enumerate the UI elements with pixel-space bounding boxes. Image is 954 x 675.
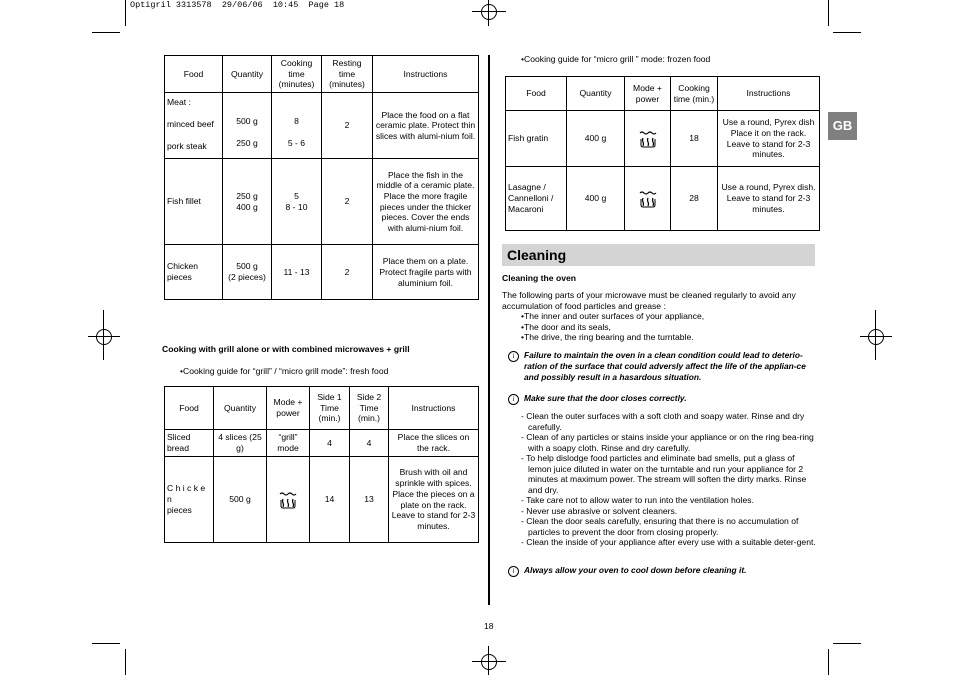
final-note: Always allow your oven to cool down before cleaning it. [524, 565, 747, 575]
crop-mark [828, 0, 829, 26]
cell-chicken-quantity: 500 g (2 pieces) [223, 245, 272, 300]
frozen-cooking-table [505, 76, 820, 231]
cell-fish-quantity: 250 g 400 g [223, 159, 272, 245]
list-item: - To help dislodge food particles and eliminate bad smells, put a glass of lemon juice diluted in water on the turntable and run your appliance for 2 minutes at maximum power. The stream will soften the dirty marks. Rinse and dry. [521, 453, 807, 495]
list-item: •The inner and outer surfaces of your appliance, [521, 311, 705, 321]
grill-guide-caption: •Cooking guide for “grill” / “micro grill mode”: fresh food [180, 366, 389, 376]
cell-meat-instructions: Place the food on a flat ceramic plate. Protect thin slices with alumi-nium foil. [373, 93, 479, 159]
cell-lasagne-instructions: Use a round, Pyrex dish. Leave to stand for 2-3 minutes. [718, 167, 820, 231]
cell-chicken-food: Chicken pieces [165, 245, 223, 300]
cell-meat-resting: 2 [322, 93, 373, 159]
list-item: - Clean the inside of your appliance after every use with a suitable deter-gent. [521, 537, 816, 547]
list-item: •The door and its seals, [521, 321, 611, 332]
cell-fish-resting: 2 [322, 159, 373, 245]
cleaning-intro: The following parts of your microwave must be cleaned regularly to avoid any accumulation of food particles and grease : [502, 290, 796, 311]
crop-mark [833, 32, 861, 33]
cell-bread-mode: “grill” mode [267, 430, 310, 457]
grill-section-heading: Cooking with grill alone or with combined microwaves + grill [162, 344, 410, 354]
cell-bread-quantity: 4 slices (25 g) [214, 430, 267, 457]
cell-chicken-resting: 2 [322, 245, 373, 300]
header-mode-power: Mode + power [625, 77, 671, 111]
list-item: - Never use abrasive or solvent cleaners. [521, 505, 678, 516]
cell-chicken-instructions: Brush with oil and sprinkle with spices. Place the pieces on a plate on the rack. Leave to stand for 2-3 minutes. [389, 457, 479, 543]
language-tab: GB [828, 112, 857, 140]
crop-mark [828, 649, 829, 675]
page-number: 18 [484, 621, 494, 631]
crop-mark [125, 0, 126, 26]
cell-fish-instructions: Place the fish in the middle of a ceramic plate. Place the more fragile pieces under the thicker pieces. Cover the ends with alumi-nium foil. [373, 159, 479, 245]
info-icon: i [508, 351, 519, 362]
crop-mark [92, 32, 120, 33]
list-item: - Clean the door seals carefully, ensuring that there is no accumulation of particles to prevent the door from closing properly. [521, 516, 799, 537]
header-instructions: Instructions [389, 387, 479, 430]
header-quantity: Quantity [567, 77, 625, 111]
cell-bread-side1: 4 [310, 430, 350, 457]
micro-grill-icon [267, 457, 310, 543]
header-cooking-time: Cooking time (min.) [671, 77, 718, 111]
header-cooking-time: Cooking time (minutes) [272, 56, 322, 93]
header-instructions: Instructions [718, 77, 820, 111]
cell-fish-time: 5 8 - 10 [272, 159, 322, 245]
cell-bread-side2: 4 [350, 430, 389, 457]
micro-grill-icon [625, 167, 671, 231]
cell-meat-quantity: 500 g 250 g [223, 93, 272, 159]
header-resting-time: Resting time (minutes) [322, 56, 373, 93]
cell-chicken-side1: 14 [310, 457, 350, 543]
cell-bread-food: Sliced bread [165, 430, 214, 457]
cleaning-title: Cleaning [502, 244, 815, 266]
door-note: Make sure that the door closes correctly. [524, 393, 687, 403]
header-food: Food [165, 56, 223, 93]
header-food: Food [165, 387, 214, 430]
cell-chicken-food: C h i c k e n pieces [165, 457, 214, 543]
cell-chicken-instructions: Place them on a plate. Protect fragile parts with aluminium foil. [373, 245, 479, 300]
list-item: - Take care not to allow water to run into the ventilation holes. [521, 495, 754, 505]
cleaning-bullet-list [521, 311, 821, 343]
cell-fish-food: Fish fillet [165, 159, 223, 245]
frozen-guide-caption: •Cooking guide for “micro grill ” mode: frozen food [521, 54, 711, 64]
list-item: - Clean of any particles or stains inside your appliance or on the ring bea-ring with a soapy cloth. Rinse and dry carefully. [521, 432, 814, 453]
cell-chicken-side2: 13 [350, 457, 389, 543]
header-side2-time: Side 2 Time (min.) [350, 387, 389, 430]
cell-lasagne-quantity: 400 g [567, 167, 625, 231]
cell-chicken-quantity: 500 g [214, 457, 267, 543]
header-quantity: Quantity [223, 56, 272, 93]
grill-cooking-table [164, 386, 479, 543]
cell-fish-gratin-time: 18 [671, 111, 718, 167]
header-quantity: Quantity [214, 387, 267, 430]
list-item: •The drive, the ring bearing and the turntable. [521, 332, 694, 342]
header-side1-time: Side 1 Time (min.) [310, 387, 350, 430]
print-slug: Optigril 3313578 29/06/06 10:45 Page 18 [130, 0, 345, 10]
list-item: - Clean the outer surfaces with a soft cloth and soapy water. Rinse and dry carefully. [521, 411, 805, 432]
cell-meat: Meat : minced beef pork steak [165, 93, 223, 159]
cell-fish-gratin-food: Fish gratin [506, 111, 567, 167]
info-icon: i [508, 566, 519, 577]
header-food: Food [506, 77, 567, 111]
header-mode-power: Mode + power [267, 387, 310, 430]
header-instructions: Instructions [373, 56, 479, 93]
cell-meat-time: 8 5 - 6 [272, 93, 322, 159]
cleaning-steps [521, 411, 820, 548]
info-icon: i [508, 394, 519, 405]
cell-fish-gratin-instructions: Use a round, Pyrex dish Place it on the rack. Leave to stand for 2-3 minutes. [718, 111, 820, 167]
micro-grill-icon [625, 111, 671, 167]
cell-chicken-time: 11 - 13 [272, 245, 322, 300]
cell-lasagne-food: Lasagne / Cannelloni / Macaroni [506, 167, 567, 231]
crop-mark [92, 643, 120, 644]
crop-mark [125, 649, 126, 675]
microwave-cooking-table [164, 55, 479, 300]
column-divider [488, 55, 490, 605]
cell-bread-instructions: Place the slices on the rack. [389, 430, 479, 457]
crop-mark [833, 643, 861, 644]
cell-fish-gratin-quantity: 400 g [567, 111, 625, 167]
cleaning-subtitle: Cleaning the oven [502, 273, 577, 283]
cleaning-warning: Failure to maintain the oven in a clean condition could lead to deterio-ration of the surface that could adversly affect the life of the applian-ce and possibly result in a hasardous situation. [524, 350, 806, 382]
cell-lasagne-time: 28 [671, 167, 718, 231]
